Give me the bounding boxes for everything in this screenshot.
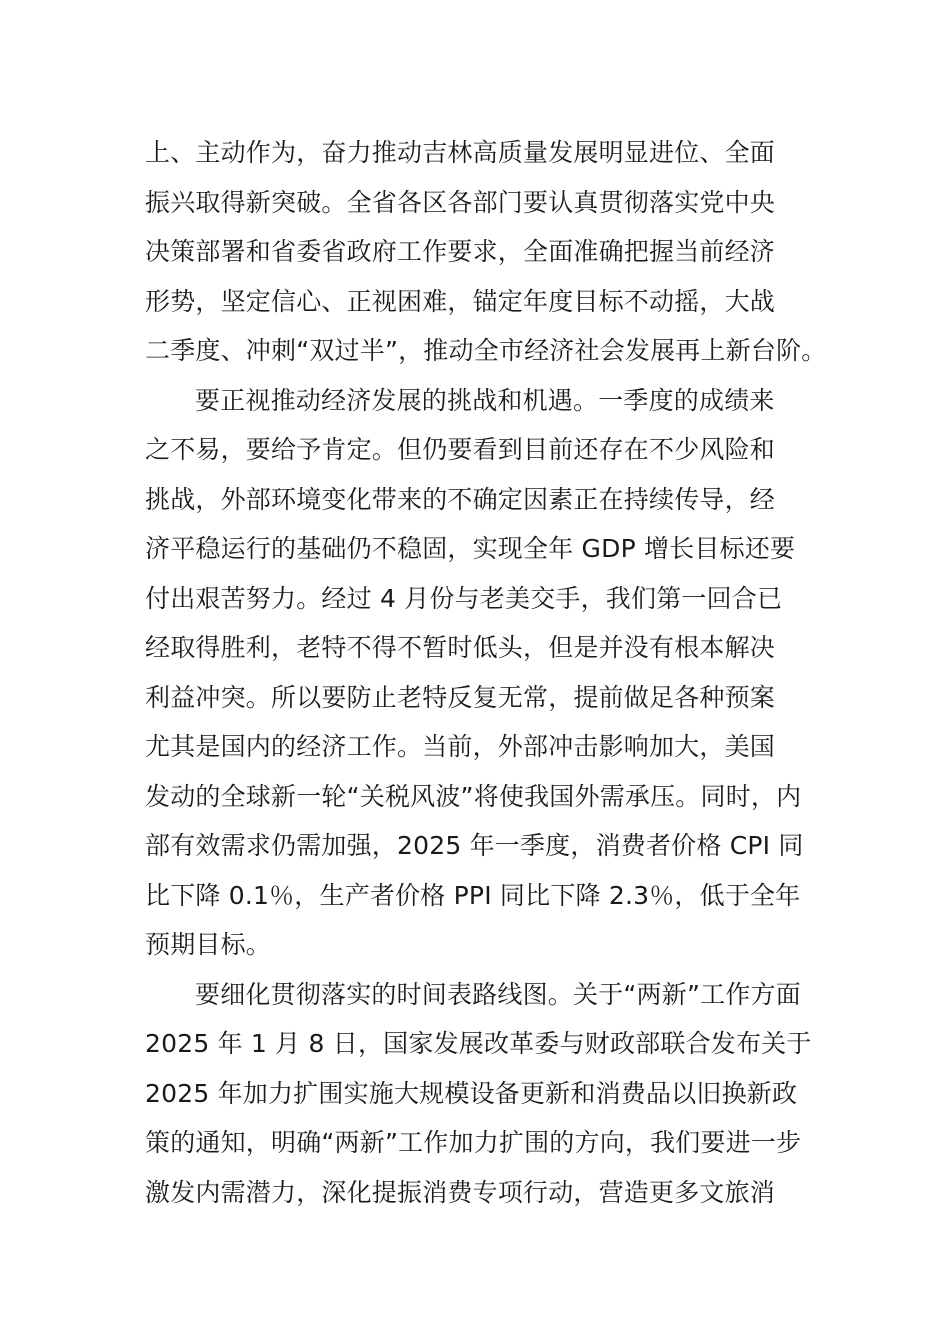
text-line: 2025 年 1 月 8 日，国家发展改革委与财政部联合发布关于 (145, 1029, 812, 1058)
document-body (145, 128, 825, 1217)
text-line: 利益冲突。所以要防止老特反复无常，提前做足各种预案 (145, 682, 776, 712)
paragraph-start-line: 要正视推动经济发展的挑战和机遇。一季度的成绩来 (195, 385, 775, 415)
text-line: 激发内需潜力，深化提振消费专项行动，营造更多文旅消 (145, 1177, 776, 1207)
text-line: 形势，坚定信心、正视困难，锚定年度目标不动摇，大战 (145, 286, 776, 316)
text-line: 二季度、冲刺“双过半”，推动全市经济社会发展再上新台阶。 (145, 336, 827, 365)
text-line: 济平稳运行的基础仍不稳固，实现全年 GDP 增长目标还要 (145, 534, 796, 563)
text-line: 决策部署和省委省政府工作要求，全面准确把握当前经济 (145, 237, 776, 266)
text-line: 付出艰苦努力。经过 4 月份与老美交手，我们第一回合已 (145, 583, 783, 613)
text-line: 尤其是国内的经济工作。当前，外部冲击影响加大，美国 (145, 732, 776, 761)
text-line: 挑战，外部环境变化带来的不确定因素正在持续传导，经 (145, 484, 776, 514)
text-line: 预期目标。 (145, 930, 272, 959)
paragraph-start-line: 要细化贯彻落实的时间表路线图。关于“两新”工作方面 (195, 979, 801, 1009)
text-line: 之不易，要给予肯定。但仍要看到目前还存在不少风险和 (145, 435, 776, 464)
text-line: 2025 年加力扩围实施大规模设备更新和消费品以旧换新政 (145, 1078, 798, 1108)
text-line: 策的通知，明确“两新”工作加力扩围的方向，我们要进一步 (145, 1128, 802, 1157)
text-line: 部有效需求仍需加强，2025 年一季度，消费者价格 CPI 同 (145, 831, 804, 860)
text-line: 振兴取得新突破。全省各区各部门要认真贯彻落实党中央 (145, 187, 776, 217)
text-line: 发动的全球新一轮“关税风波”将使我国外需承压。同时，内 (145, 781, 802, 811)
text-line: 比下降 0.1％，生产者价格 PPI 同比下降 2.3％，低于全年 (145, 880, 801, 910)
text-line: 经取得胜利，老特不得不暂时低头，但是并没有根本解决 (145, 633, 776, 662)
text-line: 上、主动作为，奋力推动吉林高质量发展明显进位、全面 (145, 138, 776, 167)
